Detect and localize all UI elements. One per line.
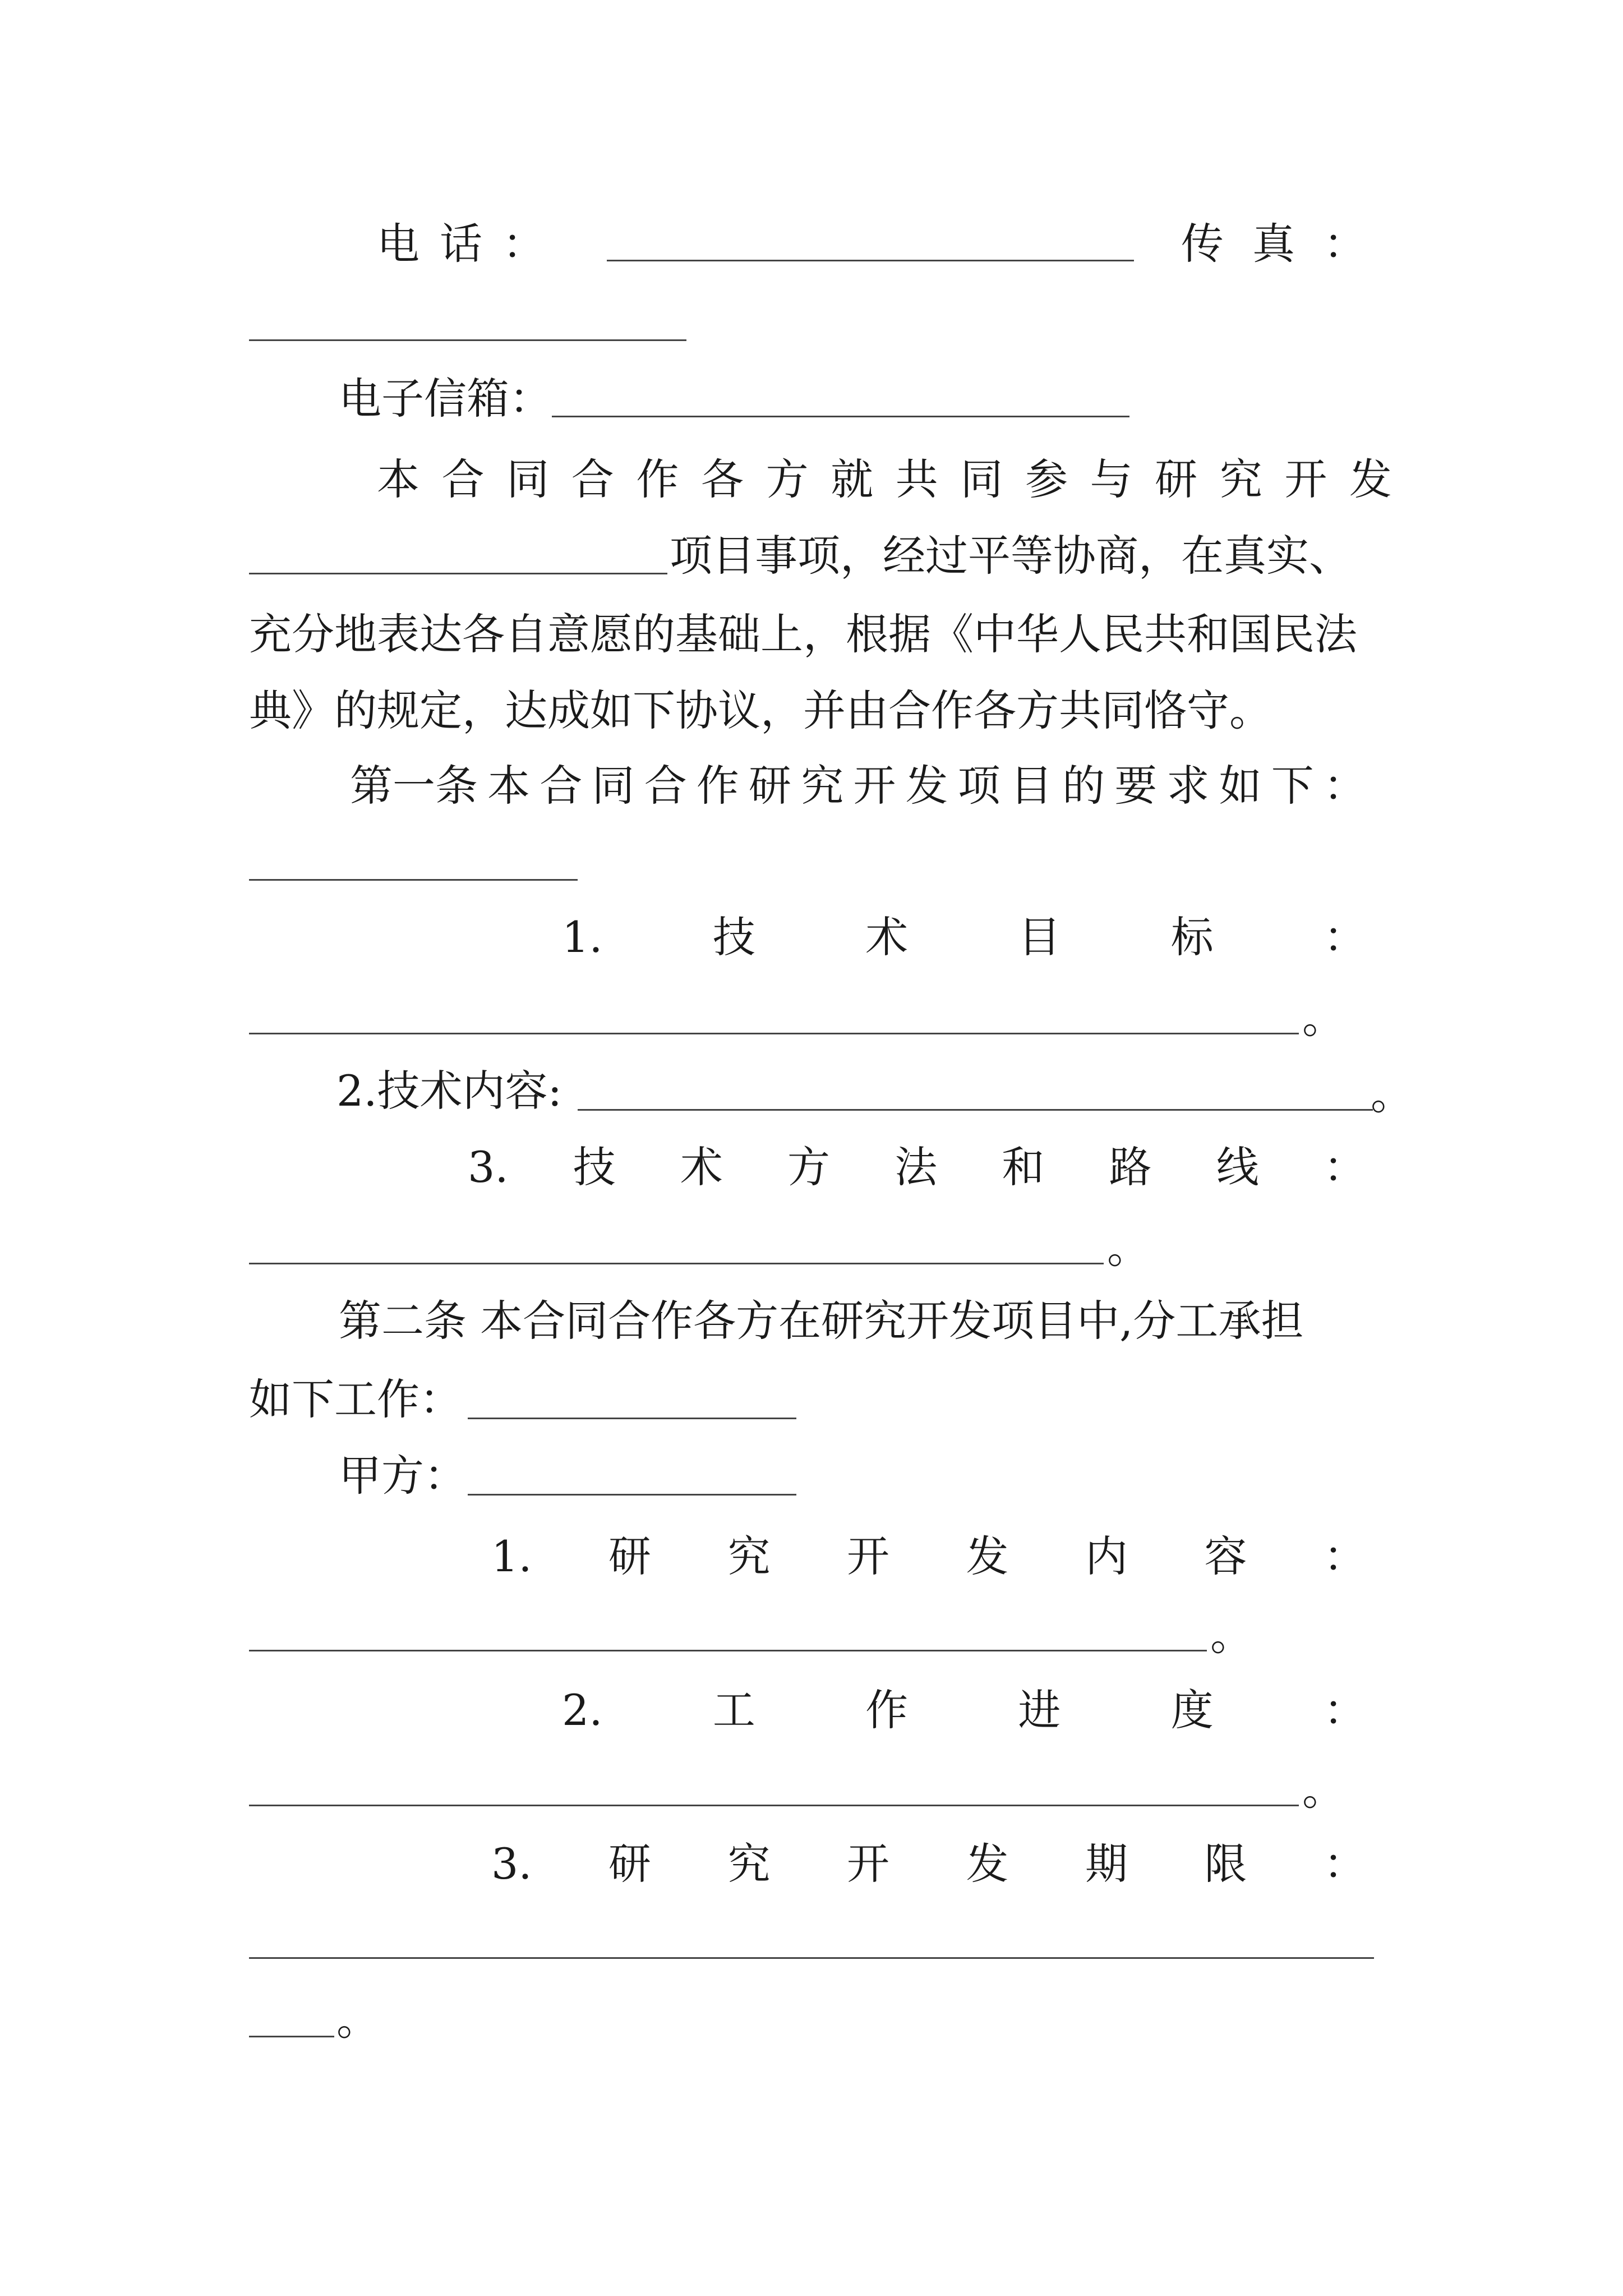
char: 工 xyxy=(712,1685,755,1735)
item-2-2-period: 。 xyxy=(1302,1765,1345,1815)
article-1-heading xyxy=(350,755,1366,817)
char: ： xyxy=(1324,219,1366,269)
project-name-blank[interactable] xyxy=(249,572,667,574)
char: 如 xyxy=(1219,761,1262,811)
item-2-3-period: 。 xyxy=(336,1995,379,2045)
char: 发 xyxy=(966,1531,1009,1581)
char: 研 xyxy=(749,761,792,811)
char: 方 xyxy=(787,1142,831,1192)
char: 进 xyxy=(1018,1685,1061,1735)
char: 话 xyxy=(440,219,482,269)
char: 研 xyxy=(608,1531,651,1581)
item-1-3-blank[interactable] xyxy=(249,1262,1104,1264)
char: 真 xyxy=(1252,219,1295,269)
email-blank[interactable] xyxy=(552,415,1129,417)
intro-line-4: 典》的规定，达成如下协议，并由合作各方共同恪守。 xyxy=(249,685,1272,735)
char: 技 xyxy=(573,1142,616,1192)
char: 合 xyxy=(571,454,614,504)
char: 究 xyxy=(801,761,844,811)
char: 与 xyxy=(1090,454,1133,504)
article-2-line-1: 第二条 本合同合作各方在研究开发项目中,分工承担 xyxy=(339,1296,1304,1346)
char: 作 xyxy=(696,761,739,811)
char: 2. xyxy=(562,1685,603,1735)
char: 项 xyxy=(957,761,1000,811)
char: ： xyxy=(1323,761,1366,811)
char: 技 xyxy=(712,912,755,962)
char: 发 xyxy=(966,1839,1009,1889)
char: 各 xyxy=(700,454,744,504)
char: 作 xyxy=(636,454,679,504)
char: 合 xyxy=(540,761,583,811)
char: 电 xyxy=(377,219,419,269)
char: 作 xyxy=(865,1685,909,1735)
email-label: 电子信箱： xyxy=(339,374,552,424)
char: 究 xyxy=(727,1839,771,1889)
fax-label xyxy=(1181,213,1366,275)
fax-blank[interactable] xyxy=(249,339,686,341)
char: 1. xyxy=(491,1531,532,1581)
char: 度 xyxy=(1170,1685,1214,1735)
item-2-3-label xyxy=(491,1833,1366,1895)
char: 容 xyxy=(1204,1531,1247,1581)
char: 究 xyxy=(1219,454,1262,504)
char: 同 xyxy=(506,454,550,504)
char: 发 xyxy=(905,761,948,811)
item-2-1-label xyxy=(491,1526,1366,1588)
phone-blank[interactable] xyxy=(607,259,1134,261)
char: 限 xyxy=(1204,1839,1247,1889)
char: 传 xyxy=(1181,219,1224,269)
item-2-1-blank[interactable] xyxy=(249,1649,1207,1651)
char: 3. xyxy=(491,1839,532,1889)
char: ： xyxy=(1323,1839,1366,1889)
char: 同 xyxy=(960,454,1003,504)
item-1-1-blank[interactable] xyxy=(249,1032,1299,1034)
char: 本 xyxy=(377,454,419,504)
char: 共 xyxy=(895,454,938,504)
char: 术 xyxy=(865,912,909,962)
item-1-2-blank[interactable] xyxy=(578,1108,1373,1111)
char: 目 xyxy=(1009,761,1053,811)
item-1-3-period: 。 xyxy=(1107,1223,1150,1273)
char: 方 xyxy=(766,454,809,504)
char: 的 xyxy=(1062,761,1105,811)
char: 路 xyxy=(1109,1142,1152,1192)
char: 法 xyxy=(895,1142,938,1192)
char: ： xyxy=(502,219,545,269)
party-a-label: 甲方： xyxy=(339,1451,467,1501)
char: 就 xyxy=(831,454,874,504)
char: 第一条 xyxy=(350,761,478,811)
item-2-2-blank[interactable] xyxy=(249,1804,1299,1806)
char: 目 xyxy=(1018,912,1061,962)
char: ： xyxy=(1324,912,1366,962)
article-2-blank[interactable] xyxy=(468,1417,796,1419)
char: 和 xyxy=(1002,1142,1045,1192)
char: 开 xyxy=(853,761,896,811)
phone-label xyxy=(377,213,545,275)
item-1-1-period: 。 xyxy=(1302,993,1345,1043)
char: 发 xyxy=(1349,454,1392,504)
item-1-1-label xyxy=(562,907,1366,968)
item-2-2-label xyxy=(562,1680,1366,1741)
char: 内 xyxy=(1085,1531,1128,1581)
char: 研 xyxy=(608,1839,651,1889)
char: 标 xyxy=(1170,912,1214,962)
char: ： xyxy=(1324,1685,1366,1735)
char: 下 xyxy=(1271,761,1314,811)
char: 合 xyxy=(644,761,687,811)
char: 求 xyxy=(1166,761,1210,811)
party-a-blank[interactable] xyxy=(468,1493,796,1496)
intro-line-3: 充分地表达各自意愿的基础上，根据《中华人民共和国民法 xyxy=(249,609,1357,659)
char: 开 xyxy=(1284,454,1327,504)
char: 术 xyxy=(680,1142,723,1192)
char: 合 xyxy=(441,454,485,504)
article-2-line-2: 如下工作： xyxy=(249,1374,462,1424)
item-1-3-label xyxy=(468,1137,1366,1198)
item-2-1-period: 。 xyxy=(1210,1610,1253,1660)
intro-line-1 xyxy=(377,449,1392,510)
char: ： xyxy=(1323,1142,1366,1192)
char: 本 xyxy=(487,761,531,811)
char: 1. xyxy=(562,912,603,962)
char: 同 xyxy=(592,761,635,811)
char: 开 xyxy=(846,1839,889,1889)
intro-line-2: 项目事项，经过平等协商，在真实、 xyxy=(670,531,1352,581)
item-1-2-period: 。 xyxy=(1371,1069,1413,1119)
char: ： xyxy=(1323,1531,1366,1581)
char: 究 xyxy=(727,1531,771,1581)
char: 线 xyxy=(1216,1142,1259,1192)
article-1-blank[interactable] xyxy=(249,878,578,881)
char: 期 xyxy=(1085,1839,1128,1889)
item-1-2-label: 2.技术内容: xyxy=(336,1066,562,1116)
item-2-3-blank-line-1[interactable] xyxy=(249,1957,1374,1959)
char: 研 xyxy=(1155,454,1198,504)
item-2-3-blank-line-2[interactable] xyxy=(249,2035,334,2037)
char: 3. xyxy=(468,1142,509,1192)
char: 要 xyxy=(1114,761,1158,811)
char: 开 xyxy=(846,1531,889,1581)
char: 参 xyxy=(1025,454,1068,504)
